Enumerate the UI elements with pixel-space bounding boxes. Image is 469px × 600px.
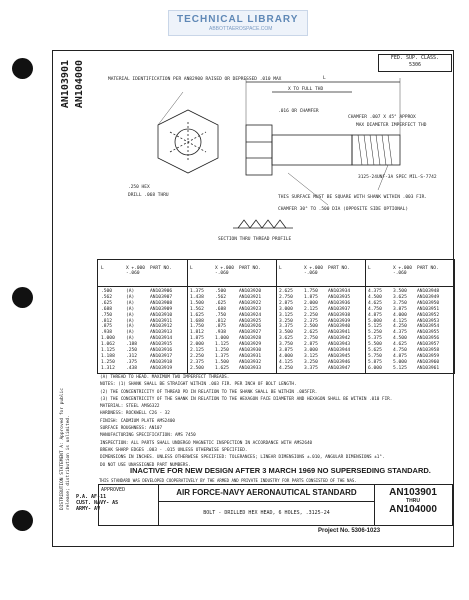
- callout-chamfer-30: CHAMFER 30° TO .500 DIA (OPPOSITE SIDE OPTIONAL): [278, 207, 409, 212]
- table-cell: 1.438: [190, 294, 204, 300]
- table-header-cell: L: [368, 266, 371, 271]
- table-cell: 2.000: [190, 342, 204, 348]
- table-cell: AN103924: [239, 312, 262, 318]
- table-cell: 4.875: [393, 353, 407, 359]
- table-cell: .750: [101, 312, 113, 318]
- pa-line-1: P.A. AF-11: [76, 494, 107, 500]
- table-cell: 4.125: [279, 359, 293, 365]
- table-cell: 1.562: [190, 306, 204, 312]
- table-cell: AN103961: [417, 365, 440, 371]
- table-cell: 3.250: [279, 318, 293, 324]
- banner-title: TECHNICAL LIBRARY: [177, 14, 299, 25]
- table-cell: .812: [101, 318, 113, 324]
- table-cell: AN103910: [150, 312, 173, 318]
- table-cell: 2.500: [304, 324, 318, 330]
- punch-hole-middle: [12, 287, 33, 308]
- table-cell: 3.375: [279, 324, 293, 330]
- callout-imperfect-thread: MAX DIAMETER IMPERFECT THD: [356, 123, 427, 128]
- note-line: (3) THE CONCENTRICITY OF THE SHANK IN RELATION TO THE HEXAGON FACE DIAMETER AND HEXAGON SHALL BE WITHIN .010 FIR.: [100, 396, 393, 402]
- table-divider: [187, 260, 188, 373]
- table-cell: AN103914: [150, 336, 173, 342]
- table-header-cell: PART NO.: [328, 266, 350, 271]
- table-cell: .312: [126, 353, 138, 359]
- table-cell: 2.625: [304, 330, 318, 336]
- note-line: SURFACE ROUGHNESS: AN107: [100, 426, 163, 432]
- table-cell: .938: [101, 330, 113, 336]
- table-cell: 2.375: [190, 359, 204, 365]
- table-cell: .750: [215, 312, 227, 318]
- title-block: [98, 484, 453, 526]
- table-header-cell: PART NO.: [239, 266, 261, 271]
- table-divider: [276, 260, 277, 373]
- table-cell: 2.125: [304, 306, 318, 312]
- note-line: DO NOT USE UNASSIGNED PART NUMBERS.: [100, 462, 191, 468]
- approved-label: APPROVED: [101, 487, 126, 493]
- technical-library-banner: [168, 10, 308, 36]
- table-cell: 2.250: [304, 312, 318, 318]
- punch-hole-bottom: [12, 510, 33, 531]
- note-line: HARDNESS: ROCKWELL C26 - 32: [100, 411, 170, 417]
- table-cell: AN103926: [239, 324, 262, 330]
- table-cell: AN103929: [239, 342, 262, 348]
- callout-chamfer-007: CHAMFER .007 X 45° APPROX: [348, 115, 416, 120]
- side-part-number-bottom: AN104000: [74, 60, 85, 109]
- table-cell: AN103922: [239, 300, 262, 306]
- table-header-cell: X +.000 -.060: [393, 266, 412, 276]
- table-cell: AN103919: [150, 365, 173, 371]
- table-cell: .562: [215, 294, 227, 300]
- table-cell: AN103934: [328, 289, 351, 294]
- table-cell: AN103921: [239, 294, 262, 300]
- table-cell: 2.375: [304, 318, 318, 324]
- table-cell: 1.375: [215, 353, 229, 359]
- table-header-cell: L: [279, 266, 282, 271]
- table-cell: AN103958: [417, 348, 440, 353]
- table-cell: AN103954: [417, 324, 440, 330]
- table-cell: 1.500: [190, 300, 204, 306]
- table-cell: AN103928: [239, 336, 262, 342]
- table-cell: .625: [101, 300, 113, 306]
- table-header-cell: L: [190, 266, 193, 271]
- table-cell: 4.750: [393, 348, 407, 353]
- table-cell: 3.875: [279, 348, 293, 353]
- bolt-shank: [272, 135, 352, 165]
- table-cell: 1.812: [190, 330, 204, 336]
- approval-box: [99, 485, 159, 525]
- callout-x-to-full-thread: X TO FULL THD: [288, 87, 324, 92]
- bolt-drawing: [88, 70, 453, 255]
- table-cell: 1.125: [101, 348, 115, 353]
- table-cell: (A): [126, 294, 135, 300]
- table-cell: 1.375: [190, 289, 204, 294]
- hex-head-end-view: [158, 110, 218, 173]
- table-cell: 5.875: [368, 359, 382, 365]
- table-header-cell: X +.000 -.060: [304, 266, 323, 276]
- table-cell: 3.875: [393, 306, 407, 312]
- table-cell: AN103918: [150, 359, 173, 365]
- pa-line-3: ARMY- AV: [76, 506, 101, 512]
- table-cell: 4.250: [279, 365, 293, 371]
- table-cell: AN103931: [239, 353, 262, 359]
- table-cell: 2.625: [279, 289, 293, 294]
- table-cell: .875: [215, 324, 227, 330]
- part-from: AN103901: [389, 487, 437, 498]
- table-cell: 3.000: [304, 348, 318, 353]
- table-cell: AN103944: [328, 348, 351, 353]
- table-cell: 4.000: [279, 353, 293, 359]
- table-divider: [365, 260, 366, 373]
- table-cell: .812: [215, 318, 227, 324]
- table-cell: 1.688: [190, 318, 204, 324]
- table-cell: 3.125: [279, 312, 293, 318]
- table-cell: AN103959: [417, 353, 440, 359]
- table-cell: AN103909: [150, 306, 173, 312]
- note-line: MATERIAL: STEEL AMS6322: [100, 404, 160, 410]
- table-cell: 2.875: [304, 342, 318, 348]
- bolt-thread: [352, 135, 400, 165]
- table-header-cell: L: [101, 266, 104, 271]
- table-cell: AN103932: [239, 359, 262, 365]
- table-cell: AN103938: [328, 312, 351, 318]
- table-cell: AN103948: [417, 289, 440, 294]
- table-cell: (A): [126, 312, 135, 318]
- table-cell: 3.375: [304, 365, 318, 371]
- table-cell: 1.875: [304, 294, 318, 300]
- table-cell: 3.625: [279, 336, 293, 342]
- part-to: AN104000: [389, 504, 437, 515]
- table-header-cell: X +.000 -.060: [126, 266, 145, 276]
- table-cell: .625: [215, 300, 227, 306]
- punch-hole-top: [12, 58, 33, 79]
- table-cell: AN103943: [328, 342, 351, 348]
- table-cell: 1.750: [304, 289, 318, 294]
- table-cell: 1.062: [101, 342, 115, 348]
- table-cell: 4.375: [368, 289, 382, 294]
- table-cell: AN103940: [328, 324, 351, 330]
- table-cell: AN103911: [150, 318, 173, 324]
- table-cell: 5.125: [368, 324, 382, 330]
- table-cell: 3.500: [279, 330, 293, 336]
- callout-square-surface: THIS SURFACE MUST BE SQUARE WITH SHANK WITHIN .003 FIR.: [278, 195, 428, 200]
- table-cell: .938: [215, 330, 227, 336]
- note-line: NOTES: (1) SHANK SHALL BE STRAIGHT WITHIN .003 FIR. PER INCH OF BOLT LENGTH.: [100, 382, 297, 388]
- table-cell: AN103927: [239, 330, 262, 336]
- table-cell: AN103947: [328, 365, 351, 371]
- table-cell: (A): [126, 336, 135, 342]
- table-cell: AN103946: [328, 359, 351, 365]
- table-cell: 3.750: [279, 342, 293, 348]
- table-cell: 5.500: [368, 342, 382, 348]
- table-cell: 5.000: [368, 318, 382, 324]
- table-cell: AN103955: [417, 330, 440, 336]
- table-cell: AN103949: [417, 294, 440, 300]
- note-line: DIMENSIONS IN INCHES. UNLESS OTHERWISE SPECIFIED: TOLERANCES; LINEAR DIMENSIONS ±.010, ANGULAR DIMENSIONS ±1°.: [100, 455, 385, 461]
- note-line: MANUFACTURING SPECIFICATION: AMS 7450: [100, 433, 196, 439]
- table-cell: AN103906: [150, 289, 173, 294]
- table-cell: 3.750: [393, 300, 407, 306]
- table-cell: .188: [126, 342, 138, 348]
- table-cell: (A): [126, 318, 135, 324]
- table-cell: 1.625: [215, 365, 229, 371]
- table-cell: AN103933: [239, 365, 262, 371]
- thru-label: THRU: [406, 498, 420, 504]
- table-cell: 3.250: [304, 359, 318, 365]
- banner-url: ABBOTTAEROSPACE.COM: [209, 26, 273, 32]
- table-cell: AN103930: [239, 348, 262, 353]
- table-cell: AN103950: [417, 300, 440, 306]
- table-cell: 1.125: [215, 342, 229, 348]
- table-cell: AN103923: [239, 306, 262, 312]
- table-cell: 5.000: [393, 359, 407, 365]
- table-cell: AN103925: [239, 318, 262, 324]
- table-cell: 2.500: [190, 365, 204, 371]
- table-cell: 2.750: [304, 336, 318, 342]
- table-cell: AN103953: [417, 318, 440, 324]
- section-label: SECTION THRU THREAD PROFILE: [218, 237, 292, 242]
- table-cell: AN103907: [150, 294, 173, 300]
- inactive-notice: INACTIVE FOR NEW DESIGN AFTER 3 MARCH 1969 NO SUPERSEDING STANDARD.: [130, 466, 431, 475]
- table-cell: 2.750: [279, 294, 293, 300]
- table-cell: (A): [126, 324, 135, 330]
- table-cell: 2.125: [190, 348, 204, 353]
- table-cell: 1.188: [101, 353, 115, 359]
- table-cell: 4.875: [368, 312, 382, 318]
- table-cell: AN103941: [328, 330, 351, 336]
- table-cell: AN103917: [150, 353, 173, 359]
- notes-block: [100, 374, 450, 469]
- hex-head-side-view: [246, 125, 272, 175]
- standard-name: AIR FORCE-NAVY AERONAUTICAL STANDARD: [159, 485, 375, 502]
- table-cell: 2.875: [279, 300, 293, 306]
- table-cell: 4.625: [393, 342, 407, 348]
- table-cell: .375: [126, 359, 138, 365]
- table-cell: .875: [101, 324, 113, 330]
- table-cell: (A): [126, 300, 135, 306]
- table-cell: .500: [101, 289, 113, 294]
- part-number-table: [97, 259, 455, 374]
- table-cell: 6.000: [368, 365, 382, 371]
- table-cell: 5.250: [368, 330, 382, 336]
- table-cell: 1.500: [215, 359, 229, 365]
- table-cell: 2.000: [304, 300, 318, 306]
- table-cell: 4.250: [393, 324, 407, 330]
- table-header-cell: PART NO.: [417, 266, 439, 271]
- note-line: (2) THE CONCENTRICITY OF THREAD PD IN RELATION TO THE SHANK SHALL BE WITHIN .005FIR.: [100, 389, 318, 395]
- table-cell: AN103957: [417, 342, 440, 348]
- table-cell: AN103939: [328, 318, 351, 324]
- standard-development-note: THIS STANDARD WAS DEVELOPED COOPERATIVELY BY THE ARMED AND PRIVATE INDUSTRY FOR PARTS CONSISTED OF THE NAS.: [99, 478, 357, 483]
- table-cell: 1.250: [215, 348, 229, 353]
- callout-hex: .250 HEX: [128, 185, 150, 190]
- table-header-cell: PART NO.: [150, 266, 172, 271]
- part-description: BOLT - DRILLED HEX HEAD, 6 HOLES, .3125-24: [159, 501, 375, 525]
- fed-sup-class-value: 5306: [408, 62, 422, 68]
- distribution-statement: DISTRIBUTION STATEMENT A: Approved for public release; distribution is unlimited.: [60, 388, 71, 510]
- table-cell: 1.625: [190, 312, 204, 318]
- note-line: (A) THREAD TO HEAD. MAXIMUM TWO IMPERFECT THREADS.: [100, 375, 230, 380]
- side-part-number-top: AN103901: [60, 60, 71, 109]
- table-cell: 5.125: [393, 365, 407, 371]
- table-header-cell: X +.000 -.060: [215, 266, 234, 276]
- table-cell: 4.000: [393, 312, 407, 318]
- table-cell: 4.750: [368, 306, 382, 312]
- table-cell: AN103920: [239, 289, 262, 294]
- table-cell: 1.312: [101, 365, 115, 371]
- project-number: Project No. 5306-1023: [318, 528, 381, 534]
- table-cell: 5.375: [368, 336, 382, 342]
- table-cell: 5.625: [368, 348, 382, 353]
- callout-length: L: [323, 76, 326, 81]
- table-cell: 3.500: [393, 289, 407, 294]
- callout-material-id: MATERIAL IDENTIFICATION PER AN82900 RAISED OR DEPRESSED .010 MAX: [108, 77, 282, 82]
- table-cell: 3.000: [279, 306, 293, 312]
- table-cell: 4.500: [368, 294, 382, 300]
- fed-sup-class-label: FED. SUP. CLASS.: [390, 55, 440, 61]
- table-cell: AN103913: [150, 330, 173, 336]
- table-cell: AN103908: [150, 300, 173, 306]
- note-line: FINISH: CADMIUM PLATE AMS2400: [100, 418, 176, 424]
- callout-chamfer-016: .016 OR CHAMFER: [278, 109, 319, 114]
- table-cell: 2.250: [190, 353, 204, 359]
- note-line: BREAK SHARP EDGES .003 - .015 UNLESS OTHERWISE SPECIFIED.: [100, 447, 248, 453]
- table-cell: 1.875: [190, 336, 204, 342]
- table-cell: 1.000: [101, 336, 115, 342]
- table-cell: 3.625: [393, 294, 407, 300]
- table-cell: .562: [101, 294, 113, 300]
- callout-drill: DRILL .068 THRU: [128, 193, 169, 198]
- table-cell: 4.500: [393, 336, 407, 342]
- table-cell: AN103915: [150, 342, 173, 348]
- part-range-box: [374, 485, 452, 525]
- table-cell: AN103937: [328, 306, 351, 312]
- table-cell: AN103951: [417, 306, 440, 312]
- table-cell: .250: [126, 348, 138, 353]
- table-cell: .500: [215, 289, 227, 294]
- table-cell: .438: [126, 365, 138, 371]
- table-cell: AN103912: [150, 324, 173, 330]
- table-cell: AN103960: [417, 359, 440, 365]
- pa-line-2: CUST. NAVY- AS: [76, 500, 119, 506]
- table-cell: AN103936: [328, 300, 351, 306]
- table-cell: 1.000: [215, 336, 229, 342]
- table-cell: 4.375: [393, 330, 407, 336]
- table-cell: 5.750: [368, 353, 382, 359]
- table-cell: AN103952: [417, 312, 440, 318]
- table-cell: AN103935: [328, 294, 351, 300]
- table-cell: AN103916: [150, 348, 173, 353]
- table-cell: 1.250: [101, 359, 115, 365]
- table-cell: (A): [126, 306, 135, 312]
- table-cell: (A): [126, 330, 135, 336]
- table-cell: AN103956: [417, 336, 440, 342]
- table-cell: 1.750: [190, 324, 204, 330]
- note-line: INSPECTION: ALL PARTS SHALL UNDERGO MAGNETIC INSPECTION IN ACCORDANCE WITH AMS2640: [100, 440, 313, 446]
- table-cell: 3.125: [304, 353, 318, 359]
- table-cell: AN103945: [328, 353, 351, 359]
- table-cell: .688: [215, 306, 227, 312]
- table-cell: 4.625: [368, 300, 382, 306]
- table-cell: AN103942: [328, 336, 351, 342]
- table-cell: (A): [126, 289, 135, 294]
- table-cell: .688: [101, 306, 113, 312]
- callout-thread-spec: 3125-24UNF-3A SPEC MIL-S-7742: [358, 175, 437, 180]
- table-cell: 4.125: [393, 318, 407, 324]
